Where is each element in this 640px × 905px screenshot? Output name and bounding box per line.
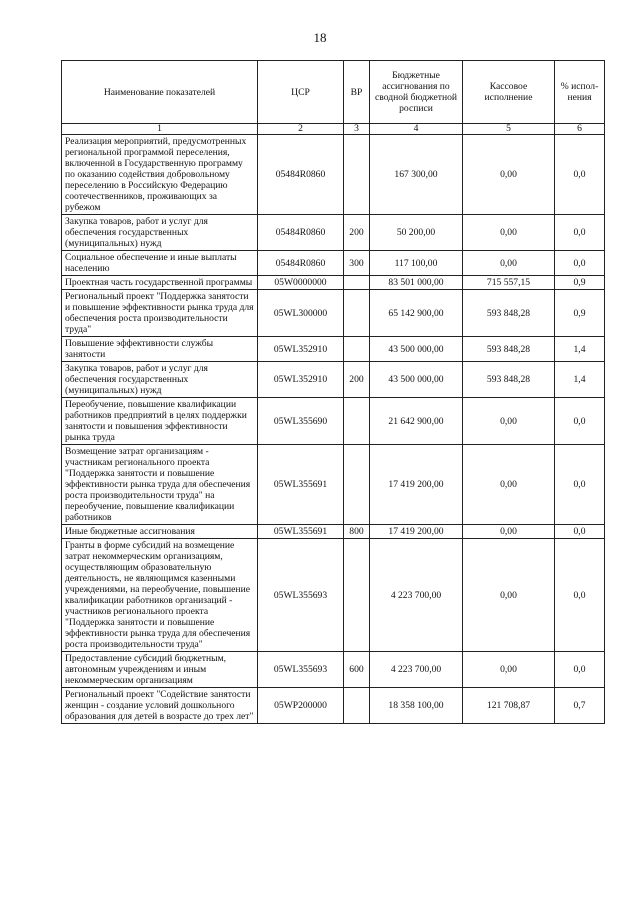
row-vr (344, 276, 370, 290)
column-number-row (62, 124, 605, 135)
row-name: Проектная часть государственной программы (62, 276, 258, 290)
row-csr: 05WL355693 (258, 539, 344, 652)
row-percent: 1,4 (555, 337, 605, 362)
row-cash: 0,00 (463, 135, 555, 215)
row-csr: 05484R0860 (258, 135, 344, 215)
row-budget: 50 200,00 (370, 215, 463, 251)
row-cash: 715 557,15 (463, 276, 555, 290)
column-number: 4 (370, 124, 463, 135)
row-vr: 200 (344, 215, 370, 251)
row-budget: 43 500 000,00 (370, 362, 463, 398)
table-row (62, 539, 605, 652)
header-row (62, 61, 605, 124)
row-cash: 593 848,28 (463, 337, 555, 362)
row-percent: 0,0 (555, 539, 605, 652)
row-vr (344, 337, 370, 362)
row-budget: 17 419 200,00 (370, 525, 463, 539)
row-csr: 05484R0860 (258, 215, 344, 251)
row-cash: 0,00 (463, 445, 555, 525)
row-cash: 0,00 (463, 525, 555, 539)
row-budget: 65 142 900,00 (370, 290, 463, 337)
row-cash: 0,00 (463, 251, 555, 276)
row-percent: 0,9 (555, 290, 605, 337)
row-cash: 0,00 (463, 652, 555, 688)
row-budget: 4 223 700,00 (370, 539, 463, 652)
row-vr (344, 539, 370, 652)
table-row (62, 251, 605, 276)
row-vr (344, 688, 370, 724)
row-name: Реализация мероприятий, предусмотренных региональной программой переселения, включенной в Государственную программу по оказанию содействия добровольному переселению в Российскую Федерацию соотечественников, проживающих за рубежом (62, 135, 258, 215)
header-csr: ЦСР (258, 61, 344, 124)
row-csr: 05WL355693 (258, 652, 344, 688)
row-name: Гранты в форме субсидий на возмещение затрат некоммерческим организациям, осуществляющим образовательную деятельность, не являющимся казенными учреждениями, на переобучение, повышение квалификации работников организаций - участников регионального проекта "Поддержка занятости и повышение эффективности рынка труда для обеспечения роста производительности труда" (62, 539, 258, 652)
column-number: 3 (344, 124, 370, 135)
row-vr: 800 (344, 525, 370, 539)
row-budget: 83 501 000,00 (370, 276, 463, 290)
column-number: 5 (463, 124, 555, 135)
row-name: Региональный проект "Содействие занятости женщин - создание условий дошкольного образования для детей в возрасте до трех лет" (62, 688, 258, 724)
row-vr: 200 (344, 362, 370, 398)
row-percent: 0,7 (555, 688, 605, 724)
row-percent: 0,0 (555, 135, 605, 215)
page-number: 18 (313, 30, 327, 45)
row-csr: 05WP200000 (258, 688, 344, 724)
row-vr (344, 445, 370, 525)
row-name: Повышение эффективности службы занятости (62, 337, 258, 362)
row-csr: 05W0000000 (258, 276, 344, 290)
row-name: Социальное обеспечение и иные выплаты населению (62, 251, 258, 276)
row-budget: 4 223 700,00 (370, 652, 463, 688)
table-row (62, 135, 605, 215)
row-percent: 0,0 (555, 251, 605, 276)
row-budget: 21 642 900,00 (370, 398, 463, 445)
row-budget: 17 419 200,00 (370, 445, 463, 525)
table-row (62, 362, 605, 398)
row-cash: 593 848,28 (463, 362, 555, 398)
header-name: Наименование показателей (62, 61, 258, 124)
table-row (62, 276, 605, 290)
table-row (62, 290, 605, 337)
row-csr: 05WL355691 (258, 525, 344, 539)
row-vr (344, 398, 370, 445)
row-name: Возмещение затрат организациям - участникам регионального проекта "Поддержка занятости и повышение эффективности рынка труда для обеспечения роста производительности труда" на переобучение, повышение квалификации работников (62, 445, 258, 525)
row-budget: 117 100,00 (370, 251, 463, 276)
header-cash: Кассовое исполнение (463, 61, 555, 124)
row-cash: 121 708,87 (463, 688, 555, 724)
row-vr (344, 290, 370, 337)
row-budget: 43 500 000,00 (370, 337, 463, 362)
row-csr: 05WL355690 (258, 398, 344, 445)
row-cash: 0,00 (463, 215, 555, 251)
header-budget: Бюджетные ассигнования по сводной бюджетной росписи (370, 61, 463, 124)
row-budget: 167 300,00 (370, 135, 463, 215)
table-row (62, 525, 605, 539)
row-percent: 0,0 (555, 215, 605, 251)
row-name: Закупка товаров, работ и услуг для обеспечения государственных (муниципальных) нужд (62, 362, 258, 398)
row-percent: 1,4 (555, 362, 605, 398)
table-row (62, 688, 605, 724)
column-number: 2 (258, 124, 344, 135)
row-percent: 0,0 (555, 398, 605, 445)
row-percent: 0,0 (555, 445, 605, 525)
row-csr: 05WL300000 (258, 290, 344, 337)
row-name: Иные бюджетные ассигнования (62, 525, 258, 539)
row-percent: 0,0 (555, 652, 605, 688)
column-number: 1 (62, 124, 258, 135)
budget-table (61, 60, 605, 724)
table-row (62, 337, 605, 362)
row-percent: 0,0 (555, 525, 605, 539)
row-csr: 05WL352910 (258, 362, 344, 398)
table-row (62, 652, 605, 688)
row-csr: 05484R0860 (258, 251, 344, 276)
row-vr: 300 (344, 251, 370, 276)
row-vr (344, 135, 370, 215)
row-name: Закупка товаров, работ и услуг для обеспечения государственных (муниципальных) нужд (62, 215, 258, 251)
table-row (62, 398, 605, 445)
column-number: 6 (555, 124, 605, 135)
row-csr: 05WL355691 (258, 445, 344, 525)
table-row (62, 215, 605, 251)
row-budget: 18 358 100,00 (370, 688, 463, 724)
row-cash: 0,00 (463, 398, 555, 445)
row-name: Переобучение, повышение квалификации работников предприятий в целях поддержки занятости и повышения эффективности рынка труда (62, 398, 258, 445)
row-cash: 0,00 (463, 539, 555, 652)
row-csr: 05WL352910 (258, 337, 344, 362)
row-name: Предоставление субсидий бюджетным, автономным учреждениям и иным некоммерческим организациям (62, 652, 258, 688)
header-vr: ВР (344, 61, 370, 124)
row-name: Региональный проект "Поддержка занятости и повышение эффективности рынка труда для обеспечения роста производительности труда" (62, 290, 258, 337)
row-vr: 600 (344, 652, 370, 688)
table-row (62, 445, 605, 525)
row-percent: 0,9 (555, 276, 605, 290)
row-cash: 593 848,28 (463, 290, 555, 337)
header-percent: % испол-нения (555, 61, 605, 124)
